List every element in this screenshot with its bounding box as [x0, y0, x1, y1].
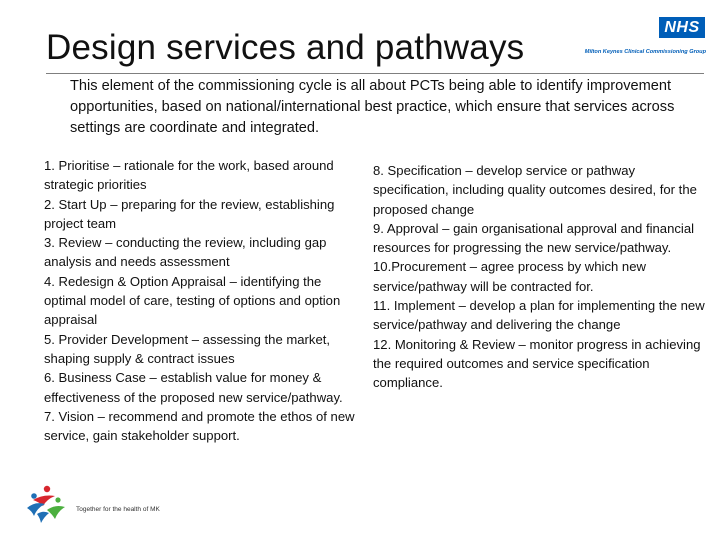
step-item: 7. Vision – recommend and promote the ethos of new service, gain stakeholder support. — [44, 408, 355, 444]
steps-left-column — [44, 156, 356, 445]
step-item: 8. Specification – develop service or pathway specification, including quality outcomes desired, for the proposed change — [373, 163, 697, 217]
step-item: 11. Implement – develop a plan for implementing the new service/pathway and delivering the change — [373, 298, 705, 333]
nhs-logo: NHS — [659, 17, 705, 38]
step-item: 9. Approval – gain organisational approval and financial resources for progressing the new service/pathway. — [373, 220, 695, 256]
intro-paragraph: This element of the commissioning cycle is all about PCTs being able to identify improvement opportunities, based on national/international best practice, which ensure that services across settings are coordinate and integrated. — [70, 78, 675, 136]
org-name: Milton Keynes Clinical Commissioning Group — [584, 49, 706, 55]
step-item: 6. Business Case – establish value for money & effectiveness of the proposed new service/pathway. — [44, 370, 343, 405]
step-item: 5. Provider Development – assessing the market, shaping supply & contract issues — [44, 331, 331, 366]
steps-right-column — [373, 161, 709, 393]
people-logo-icon — [25, 484, 69, 524]
step-item: 12. Monitoring & Review – monitor progress in achieving the required outcomes and service specification compliance. — [373, 336, 701, 391]
step-item: 4. Redesign & Option Appraisal – identifying the optimal model of care, testing of options and option appraisal — [44, 273, 341, 328]
step-item: 3. Review – conducting the review, including gap analysis and needs assessment — [44, 235, 327, 270]
title-divider — [46, 73, 704, 74]
step-item: 10.Procurement – agree process by which new service/pathway will be contracted for. — [373, 259, 646, 294]
step-item: 2. Start Up – preparing for the review, establishing project team — [44, 196, 335, 231]
step-item: 1. Prioritise – rationale for the work, based around strategic priorities — [44, 158, 334, 193]
page-title: Design services and pathways — [46, 28, 525, 67]
footer-tagline: Together for the health of MK — [76, 506, 160, 513]
